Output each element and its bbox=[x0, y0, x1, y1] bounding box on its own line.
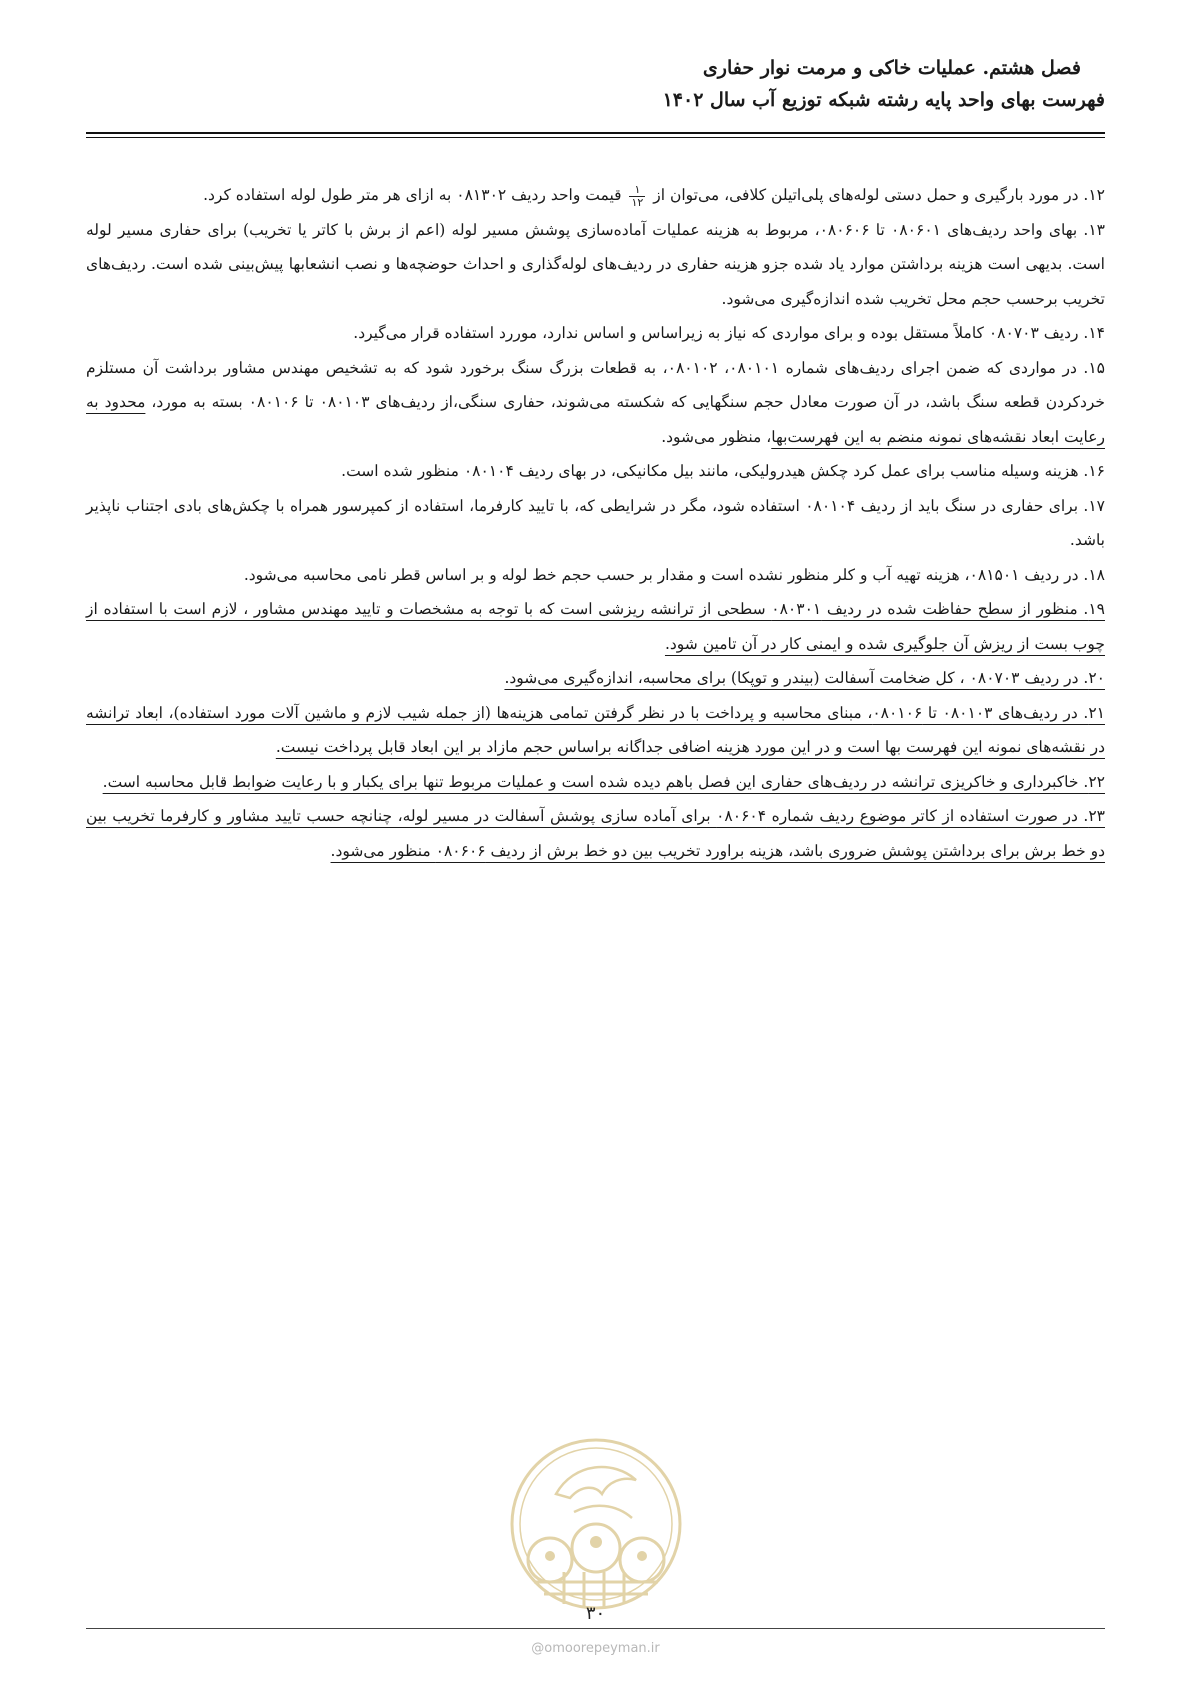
price-list-title: فهرست بهای واحد پایه رشته شبکه توزیع آب سال ۱۴۰۲ bbox=[662, 89, 1105, 111]
note-16: ۱۶. هزینه وسیله مناسب برای عمل کرد چکش هیدرولیکی، مانند بیل مکانیکی، در بهای ردیف ۰۸۰۱۰۴ منظور شده است. bbox=[341, 462, 1105, 480]
note-22: ۲۲. خاکبرداری و خاکریزی ترانشه در ردیف‌های حفاری این فصل باهم دیده شده است و عملیات مربوط تنها برای یکبار و با رعایت ضوابط قابل محاسبه است. bbox=[102, 772, 1105, 791]
note-15 bbox=[86, 351, 1105, 455]
note-15-text-end: ، منظور می‌شود. bbox=[661, 427, 772, 446]
notes-body bbox=[86, 178, 1105, 868]
note-13: ۱۳. بهای واحد ردیف‌های ۰۸۰۶۰۱ تا ۰۸۰۶۰۶، مربوط به هزینه عملیات آماده‌سازی پوشش مسیر لوله (اعم از برش با کاتر یا تخریب) برای حفاری مسیر لوله است. بدیهی است هزینه برداشتن موارد یاد شده جزو هزینه حفاری در ردیف‌های لوله‌گذاری و احداث حوضچه‌ها و نصب انشعابها پیش‌بینی شده است. ردیف‌های تخریب برحسب حجم محل تخریب شده اندازه‌گیری می‌شود. bbox=[86, 220, 1105, 308]
fraction-numerator: ۱ bbox=[629, 184, 645, 197]
note-20: ۲۰. در ردیف ۰۸۰۷۰۳ ، کل ضخامت آسفالت (بیندر و توپکا) برای محاسبه، اندازه‌گیری می‌شود. bbox=[504, 669, 1105, 687]
note-19: ۱۹. منظور از سطح حفاظت شده در ردیف ۰۸۰۳۰۱ سطحی از ترانشه ریزشی است که با توجه به مشخصات و تایید مهندس مشاور ، لازم است با استفاده از چوب بست از ریزش آن جلوگیری شده و ایمنی کار در آن تامین شود. bbox=[86, 600, 1105, 653]
note-14: ۱۴. ردیف ۰۸۰۷۰۳ کاملاً مستقل بوده و برای مواردی که نیاز به زیراساس و اساس ندارد، موررد استفاده قرار می‌گیرد. bbox=[353, 324, 1105, 342]
omoor-peyman-logo bbox=[504, 1432, 688, 1616]
fraction-one-twelfth bbox=[629, 184, 645, 209]
note-15-underlined-text: محدود به رعایت ابعاد نقشه‌های نمونه منضم به این فهرست‌بها bbox=[86, 393, 1105, 446]
footer-rule bbox=[86, 1628, 1105, 1629]
note-23: ۲۳. در صورت استفاده از کاتر موضوع ردیف شماره ۰۸۰۶۰۴ برای آماده سازی پوشش آسفالت در مسیر لوله، چنانچه حسب تایید مشاور و کارفرما تخریب بین دو خط برش برای برداشتن پوشش ضروری باشد، هزینه براورد تخریب بین دو خط برش از ردیف ۰۸۰۶۰۶ منظور می‌شود. bbox=[86, 807, 1105, 860]
header-rule-thick bbox=[86, 132, 1105, 134]
page-header bbox=[86, 52, 1105, 116]
note-12 bbox=[86, 178, 1105, 213]
header-rule-thin bbox=[86, 137, 1105, 138]
note-17: ۱۷. برای حفاری در سنگ باید از ردیف ۰۸۰۱۰۴ استفاده شود، مگر در شرایطی که، با تایید کارفرما، استفاده از کمپرسور همراه با چکش‌های بادی اجتناب ناپذیر باشد. bbox=[86, 496, 1106, 549]
fraction-denominator: ۱۲ bbox=[631, 195, 644, 209]
website-watermark: @omoorepeyman.ir bbox=[531, 1641, 660, 1656]
page-number: ۳۰ bbox=[585, 1603, 606, 1624]
note-12-text-start: ۱۲. در مورد بارگیری و حمل دستی لوله‌های پلی‌اتیلن کلافی، می‌توان از bbox=[653, 186, 1105, 204]
chapter-title: فصل هشتم. عملیات خاکی و مرمت نوار حفاری bbox=[702, 57, 1081, 79]
note-21: ۲۱. در ردیف‌های ۰۸۰۱۰۳ تا ۰۸۰۱۰۶، مبنای محاسبه و پرداخت با در نظر گرفتن تمامی هزینه‌ها (از جمله شیب لازم و ماشین آلات مورد استفاده)، ابعاد ترانشه در نقشه‌های نمونه این فهرست بها است و در این مورد هزینه اضافی جداگانه براساس حجم مازاد بر این ابعاد قابل پرداخت نیست. bbox=[86, 703, 1105, 756]
note-15-text: ۱۵. در مواردی که ضمن اجرای ردیف‌های شماره ۰۸۰۱۰۱، ۰۸۰۱۰۲، به قطعات بزرگ سنگ برخورد شود که به تشخیص مهندس مشاور برداشت آن مستلزم خردکردن قطعه سنگ باشد، در آن صورت معادل حجم سنگهایی که شکسته می‌شوند، حفاری سنگی،از ردیف‌های ۰۸۰۱۰۳ تا ۰۸۰۱۰۶ بسته به مورد، bbox=[86, 358, 1105, 411]
note-12-text-end: قیمت واحد ردیف ۰۸۱۳۰۲ به ازای هر متر طول لوله استفاده کرد. bbox=[203, 186, 622, 204]
note-18: ۱۸. در ردیف ۰۸۱۵۰۱، هزینه تهیه آب و کلر منظور نشده است و مقدار بر حسب حجم خط لوله و بر اساس قطر نامی محاسبه می‌شود. bbox=[243, 565, 1105, 584]
